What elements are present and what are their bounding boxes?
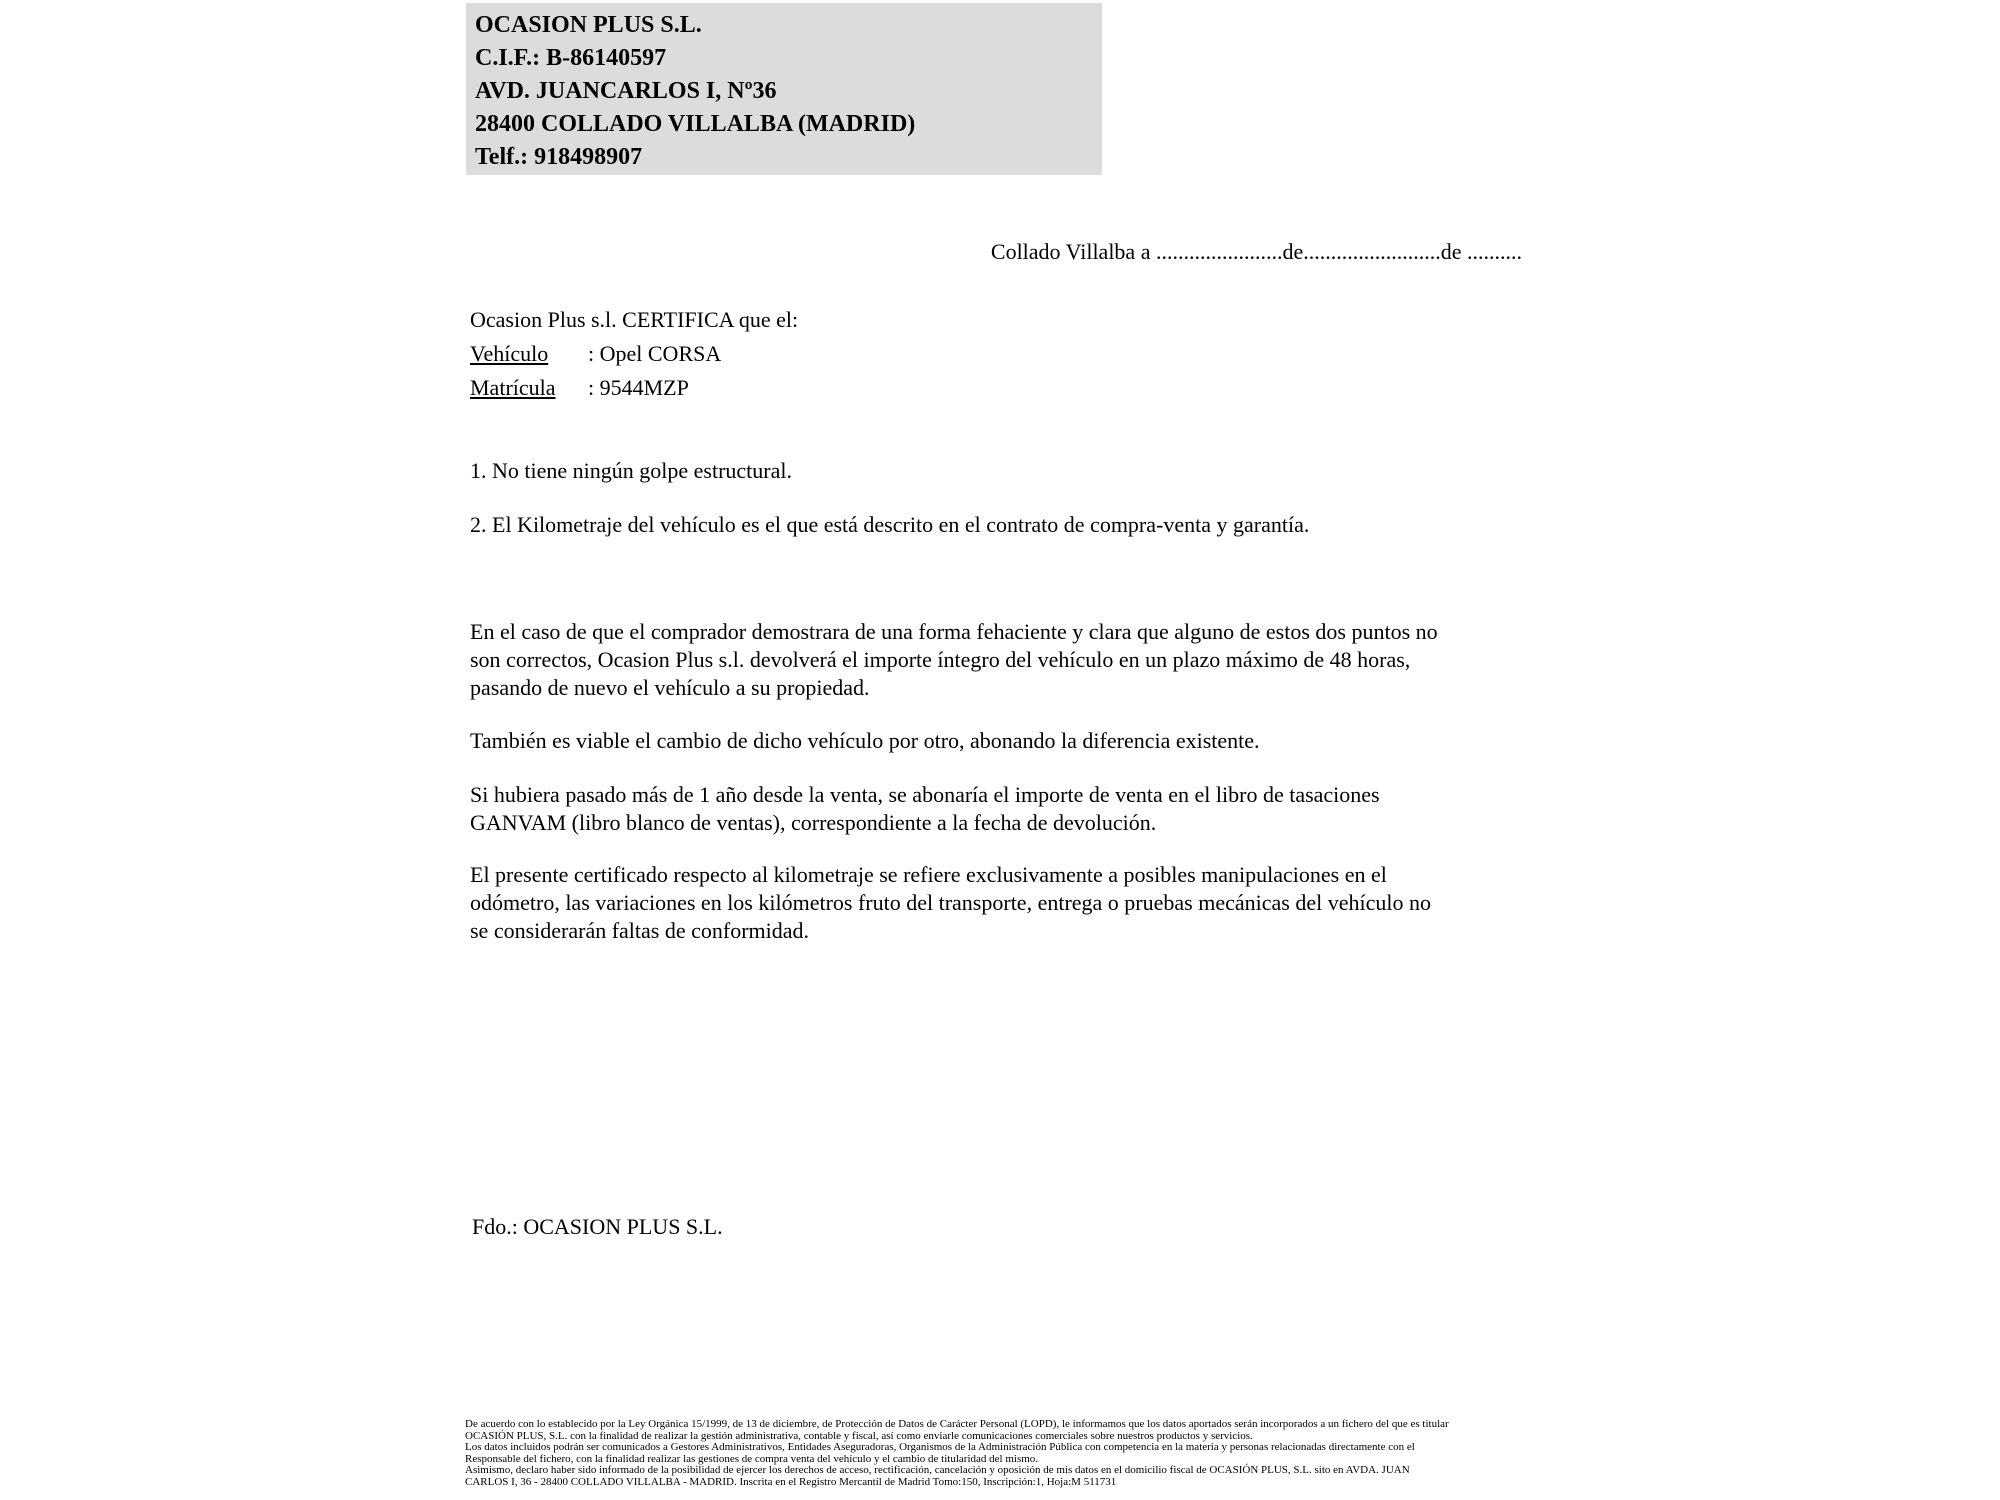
certify-block [470,303,798,405]
vehicle-value: : Opel CORSA [588,341,722,366]
paragraph-line: El presente certificado respecto al kilometraje se refiere exclusivamente a posibles manipulaciones en el [470,862,1387,887]
paragraph-line: son correctos, Ocasion Plus s.l. devolverá el importe íntegro del vehículo en un plazo máximo de 48 horas, [470,647,1411,672]
company-city: 28400 COLLADO VILLALBA (MADRID) [475,111,916,137]
legal-notice [465,1419,1449,1489]
company-name: OCASION PLUS S.L. [475,12,702,38]
company-header-box [466,3,1102,175]
certify-intro: Ocasion Plus s.l. CERTIFICA que el: [470,307,799,332]
plate-row [470,371,798,405]
paragraph-ganvam [470,781,1380,837]
plate-label: Matrícula [470,375,556,400]
company-cif: C.I.F.: B-86140597 [475,45,667,71]
vehicle-label: Vehículo [470,341,549,366]
paragraph-line: pasando de nuevo el vehículo a su propiedad. [470,675,870,700]
legal-line: CARLOS I, 36 - 28400 COLLADO VILLALBA - MADRID. Inscrita en el Registro Mercantil de Madrid Tomo:150, Inscripción:1, Hoja:M 511731 [465,1475,1117,1488]
vehicle-row [470,337,798,371]
certified-point-2: 2. El Kilometraje del vehículo es el que está descrito en el contrato de compra-venta y garantía. [470,512,1310,537]
legal-line: OCASIÓN PLUS, S.L. con la finalidad de realizar la gestión administrativa, contable y fiscal, así como enviarle comunicaciones comerciales sobre nuestros productos y servicios. [465,1429,1253,1442]
paragraph-odometer [470,861,1431,945]
paragraph-line: En el caso de que el comprador demostrara de una forma fehaciente y clara que alguno de estos dos puntos no [470,619,1438,644]
paragraph-line: se considerarán faltas de conformidad. [470,918,810,943]
paragraph-refund [470,618,1438,702]
plate-value: : 9544MZP [588,375,689,400]
legal-line: Responsable del fichero, con la finalidad realizar las gestiones de compra venta del vehículo y el cambio de titularidad del mismo. [465,1452,1039,1465]
legal-line: Los datos incluidos podrán ser comunicados a Gestores Administrativos, Entidades Aseguradoras, Organismos de la Administración Pública con competencia en la materia y personas relacionadas directamente con el [465,1441,1415,1454]
paragraph-line: También es viable el cambio de dicho vehículo por otro, abonando la diferencia existente. [470,728,1260,753]
date-line: Collado Villalba a .......................de.........................de .......... [990,239,1522,264]
paragraph-line: Si hubiera pasado más de 1 año desde la venta, se abonaría el importe de venta en el libro de tasaciones [470,782,1380,807]
paragraph-exchange [470,727,1260,755]
company-phone: Telf.: 918498907 [475,144,643,170]
signature-line: Fdo.: OCASION PLUS S.L. [472,1214,723,1239]
legal-line: Asimismo, declaro haber sido informado de la posibilidad de ejercer los derechos de acceso, rectificación, cancelación y oposición de mis datos en el domicilio fiscal de OCASIÓN PLUS, S.L. sito en AVDA. JUAN [465,1464,1410,1477]
certified-point-1: 1. No tiene ningún golpe estructural. [470,458,792,483]
company-address: AVD. JUANCARLOS I, Nº36 [475,78,777,104]
legal-line: De acuerdo con lo establecido por la Ley Orgánica 15/1999, de 13 de diciembre, de Protección de Datos de Carácter Personal (LOPD), le informamos que los datos aportados serán incorporados a un fichero del que es titular [465,1418,1449,1430]
paragraph-line: GANVAM (libro blanco de ventas), correspondiente a la fecha de devolución. [470,810,1157,835]
paragraph-line: odómetro, las variaciones en los kilómetros fruto del transporte, entrega o pruebas mecánicas del vehículo no [470,890,1431,915]
